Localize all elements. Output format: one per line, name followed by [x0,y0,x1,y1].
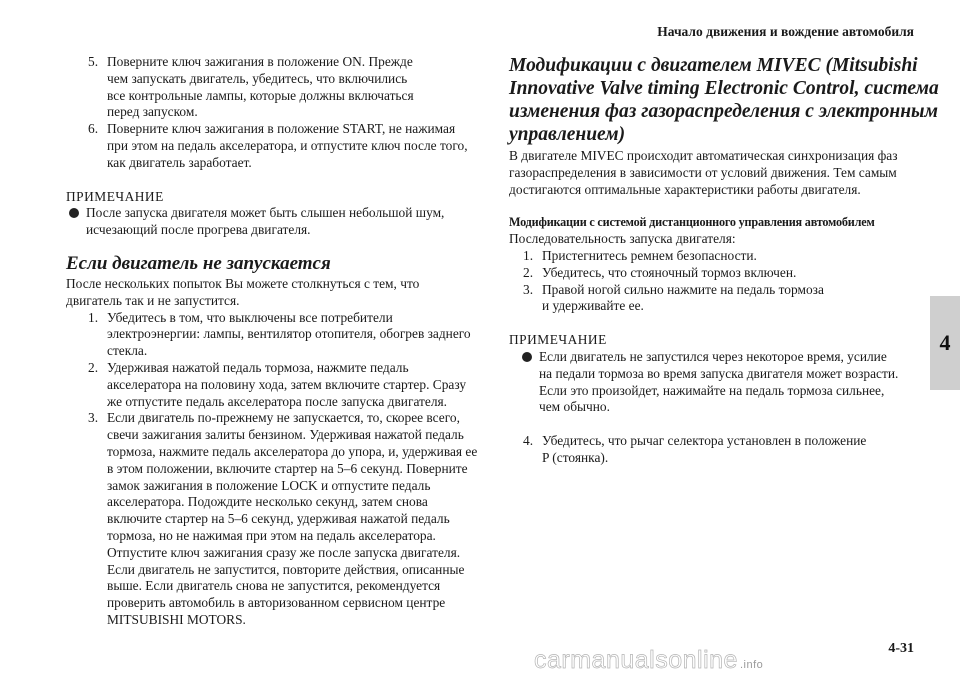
list-item-5 [88,54,476,121]
text-line: Убедитесь, что рычаг селектора установлен в положение [542,433,867,449]
list-item-2 [88,360,476,410]
text-line: Удерживая нажатой педаль тормоза, нажмите педаль [107,359,409,375]
watermark-text: carmanualsonline [534,646,738,674]
bullet-icon [68,205,86,239]
text-line: в этом положении, включите стартер на 5–6 секунд. Поверните [107,460,468,476]
text-line: стекла. [107,343,148,359]
list-number: 4. [523,433,534,449]
text-line: исчезающий после прогрева двигателя. [86,222,311,238]
text-line: В двигателе MIVEC происходит автоматическая синхронизация фаз [509,148,898,163]
text-line: достигаются оптимальные характеристики работы двигателя. [509,181,861,197]
text-line: свечи зажигания залиты бензином. Удерживая нажатой педаль [107,427,464,443]
sub-heading: Модификации с системой дистанционного управления автомобилем [509,215,875,230]
text-line: После запуска двигателя может быть слышен небольшой шум, [86,205,445,221]
text-line: Отпустите ключ зажигания сразу же после запуска двигателя. [107,544,461,560]
list-number: 1. [88,309,99,325]
text-line: акселератора. Подождите несколько секунд, затем снова [107,494,428,510]
text-line: P (стоянка). [542,449,609,465]
list-item-1 [523,248,915,265]
heading-line: Модификации с двигателем MIVEC (Mitsubishi [509,55,918,76]
text-line: Правой ногой сильно нажмите на педаль тормоза [542,281,824,297]
text-line: тормоза, нажмите педаль акселератора до упора, и, удерживая ее [107,443,478,459]
text-line: перед запуском. [107,104,198,120]
list-number: 5. [88,54,99,69]
text-line: электроэнергии: лампы, вентилятор отопителя, обогрев заднего [107,326,471,342]
text-line: Убедитесь, что стояночный тормоз включен. [542,264,797,280]
section-heading: Если двигатель не запускается [66,252,331,274]
note-label: ПРИМЕЧАНИЕ [66,188,164,204]
text-line: Поверните ключ зажигания в положение START, не нажимая [107,121,456,137]
heading-line: управлением) [509,124,626,145]
list-item-4 [523,433,915,467]
text-line: на педали тормоза во время запуска двигателя может возрасти. [539,365,899,381]
list-item-6 [88,121,476,171]
chapter-tab: 4 [930,296,960,390]
text-line: выше. Если двигатель снова не запустится, рекомендуется [107,578,441,594]
left-column [66,54,476,629]
text-line: и удерживайте ее. [542,298,644,314]
heading-line: Innovative Valve timing Electronic Control, система [509,78,939,99]
section-heading-mivec [509,54,939,146]
bullet-icon [521,349,539,416]
list-number: 2. [88,359,99,375]
text-line: двигатель так и не запустится. [66,292,240,308]
watermark [534,646,954,674]
list-item-3 [88,410,476,628]
note-bullet-item [509,349,915,416]
text-line: включите стартер на 5–6 секунд, удерживая нажатой педаль [107,511,450,527]
list-item-2 [523,265,915,282]
list-number: 3. [523,281,534,297]
page-header-title: Начало движения и вождение автомобиля [657,24,914,39]
text-line: MITSUBISHI MOTORS. [107,611,246,627]
text-line: Пристегнитесь ремнем безопасности. [542,247,757,263]
text-line: Если это произойдет, нажимайте на педаль тормоза сильнее, [539,382,885,398]
heading-line: изменения фаз газораспределения с электронным [509,101,938,122]
note-bullet-item [66,205,476,239]
text-line: Если двигатель не запустился через некоторое время, усилие [539,348,887,364]
text-line: как двигатель заработает. [107,154,252,170]
list-number: 1. [523,247,534,263]
text-line: при этом на педаль акселератора, и отпустите ключ после того, [107,137,468,153]
text-line: Поверните ключ зажигания в положение ON. Прежде [107,54,413,69]
text-line: замок зажигания в положение LOCK и отпустите педаль [107,477,431,493]
page-number: 4-31 [888,641,914,656]
note-label: ПРИМЕЧАНИЕ [509,332,607,348]
text-line: чем обычно. [539,399,610,415]
text-line: все контрольные лампы, которые должны включаться [107,87,414,103]
sequence-label: Последовательность запуска двигателя: [509,231,736,247]
text-line: проверить автомобиль в авторизованном сервисном центре [107,595,446,611]
watermark-domain: .info [739,659,764,671]
list-number: 6. [88,121,99,137]
right-column [509,54,939,467]
text-line: После нескольких попыток Вы можете столкнуться с тем, что [66,275,420,291]
list-item-3 [523,282,915,316]
list-number: 2. [523,264,534,280]
text-line: Если двигатель по-прежнему не запускается, то, скорее всего, [107,410,460,426]
text-line: тормоза, но не нажимая при этом на педаль акселератора. [107,527,436,543]
text-line: акселератора на половину хода, затем включите стартер. Сразу [107,376,467,392]
text-line: чем запускать двигатель, убедитесь, что включились [107,70,408,86]
text-line: газораспределения в зависимости от условий движения. Тем самым [509,164,897,180]
text-line: Если двигатель не запустится, повторите действия, описанные [107,561,465,577]
list-item-1 [88,310,476,360]
text-line: же отпустите педаль акселератора после запуска двигателя. [107,393,448,409]
text-line: Убедитесь в том, что выключены все потребители [107,309,393,325]
list-number: 3. [88,410,99,426]
